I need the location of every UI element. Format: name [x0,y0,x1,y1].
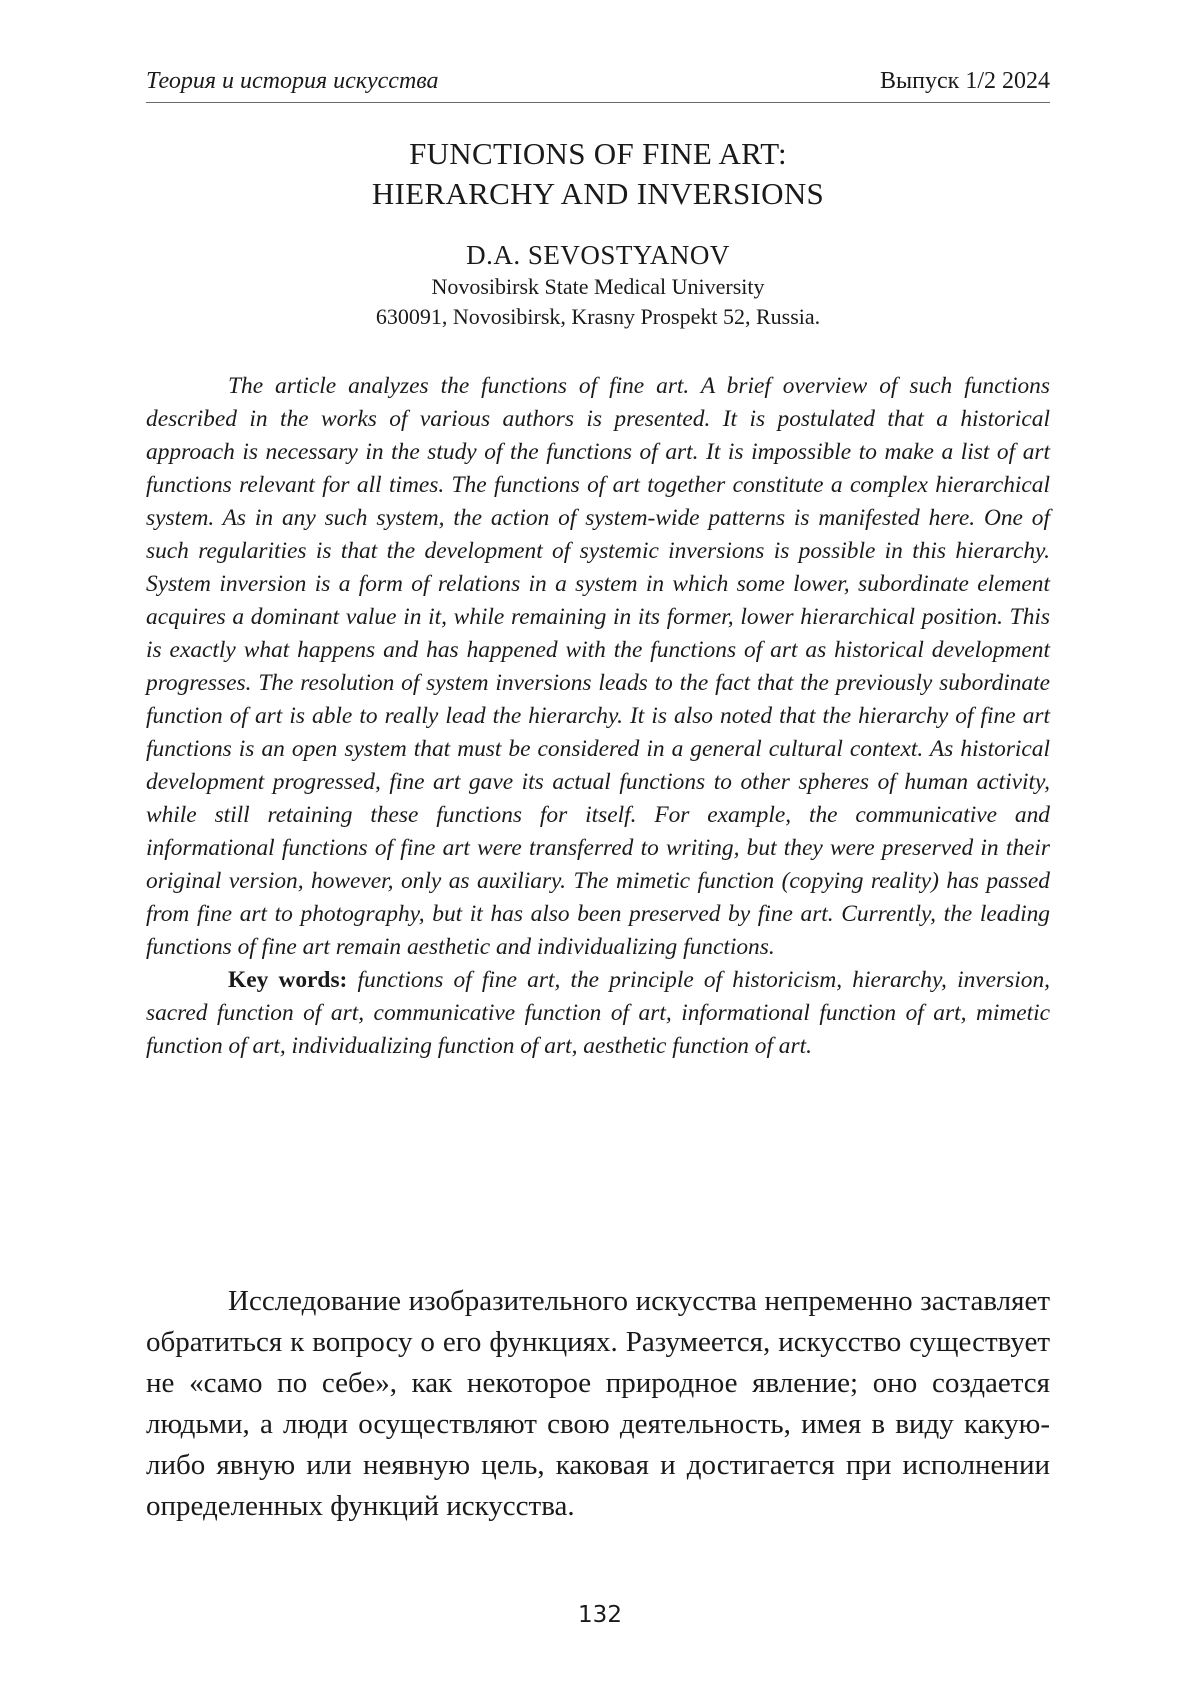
author-block [146,238,1050,332]
author-address: 630091, Novosibirsk, Krasny Prospekt 52, Russia. [146,302,1050,332]
abstract-text: The article analyzes the functions of fine art. A brief overview of such functions described in the works of various authors is presented. It is postulated that a historical approach is necessary in the study of the functions of art. It is impossible to make a list of art functions relevant for all times. The functions of art together constitute a complex hierarchical system. As in any such system, the action of system-wide patterns is manifested here. One of such regularities is that the development of systemic inversions is possible in this hierarchy. System inversion is a form of relations in a system in which some lower, subordinate element acquires a dominant value in it, while remaining in its former, lower hierarchical position. This is exactly what happens and has happened with the functions of art as historical development progresses. The resolution of system inversions leads to the fact that the previously subordinate function of art is able to really lead the hierarchy. It is also noted that the hierarchy of fine art functions is an open system that must be considered in a general cultural context. As historical development progressed, fine art gave its actual functions to other spheres of human activity, while still retaining these functions for itself. For example, the communicative and informational functions of fine art were transferred to writing, but they were preserved in their original version, however, only as auxiliary. The mimetic function (copying reality) has passed from fine art to photography, but it has also been preserved by fine art. Currently, the leading functions of fine art remain aesthetic and individualizing functions. [146,370,1050,964]
body-text [146,1281,1050,1527]
keywords-paragraph [146,964,1050,1063]
keywords-label: Key words: [228,967,347,993]
issue-label: Выпуск 1/2 2024 [880,66,1050,96]
article-title [146,134,1050,214]
title-line-2: HIERARCHY AND INVERSIONS [146,174,1050,214]
abstract [146,370,1050,1063]
body-paragraph: Исследование изобразительного искусства непременно заставляет обратиться к вопросу о его функциях. Разумеется, искусство существует не «само по себе», как некоторое природное явление; оно создается людьми, а люди осуществляют свою деятельность, имея в виду какую-либо явную или неявную цель, каковая и достигается при исполнении определенных функций искусства. [146,1281,1050,1527]
author-affiliation: Novosibirsk State Medical University [146,272,1050,302]
keywords-list: functions of fine art, the principle of historicism, hierarchy, inversion, sacred function of art, communicative function of art, informational function of art, mimetic function of art, individualizing function of art, aesthetic function of art. [146,967,1050,1059]
running-header [146,66,1050,103]
title-line-1: FUNCTIONS OF FINE ART: [146,134,1050,174]
page-number: 132 [0,1601,1200,1629]
author-name: D.A. SEVOSTYANOV [146,238,1050,272]
journal-name: Теория и история искусства [146,66,439,96]
